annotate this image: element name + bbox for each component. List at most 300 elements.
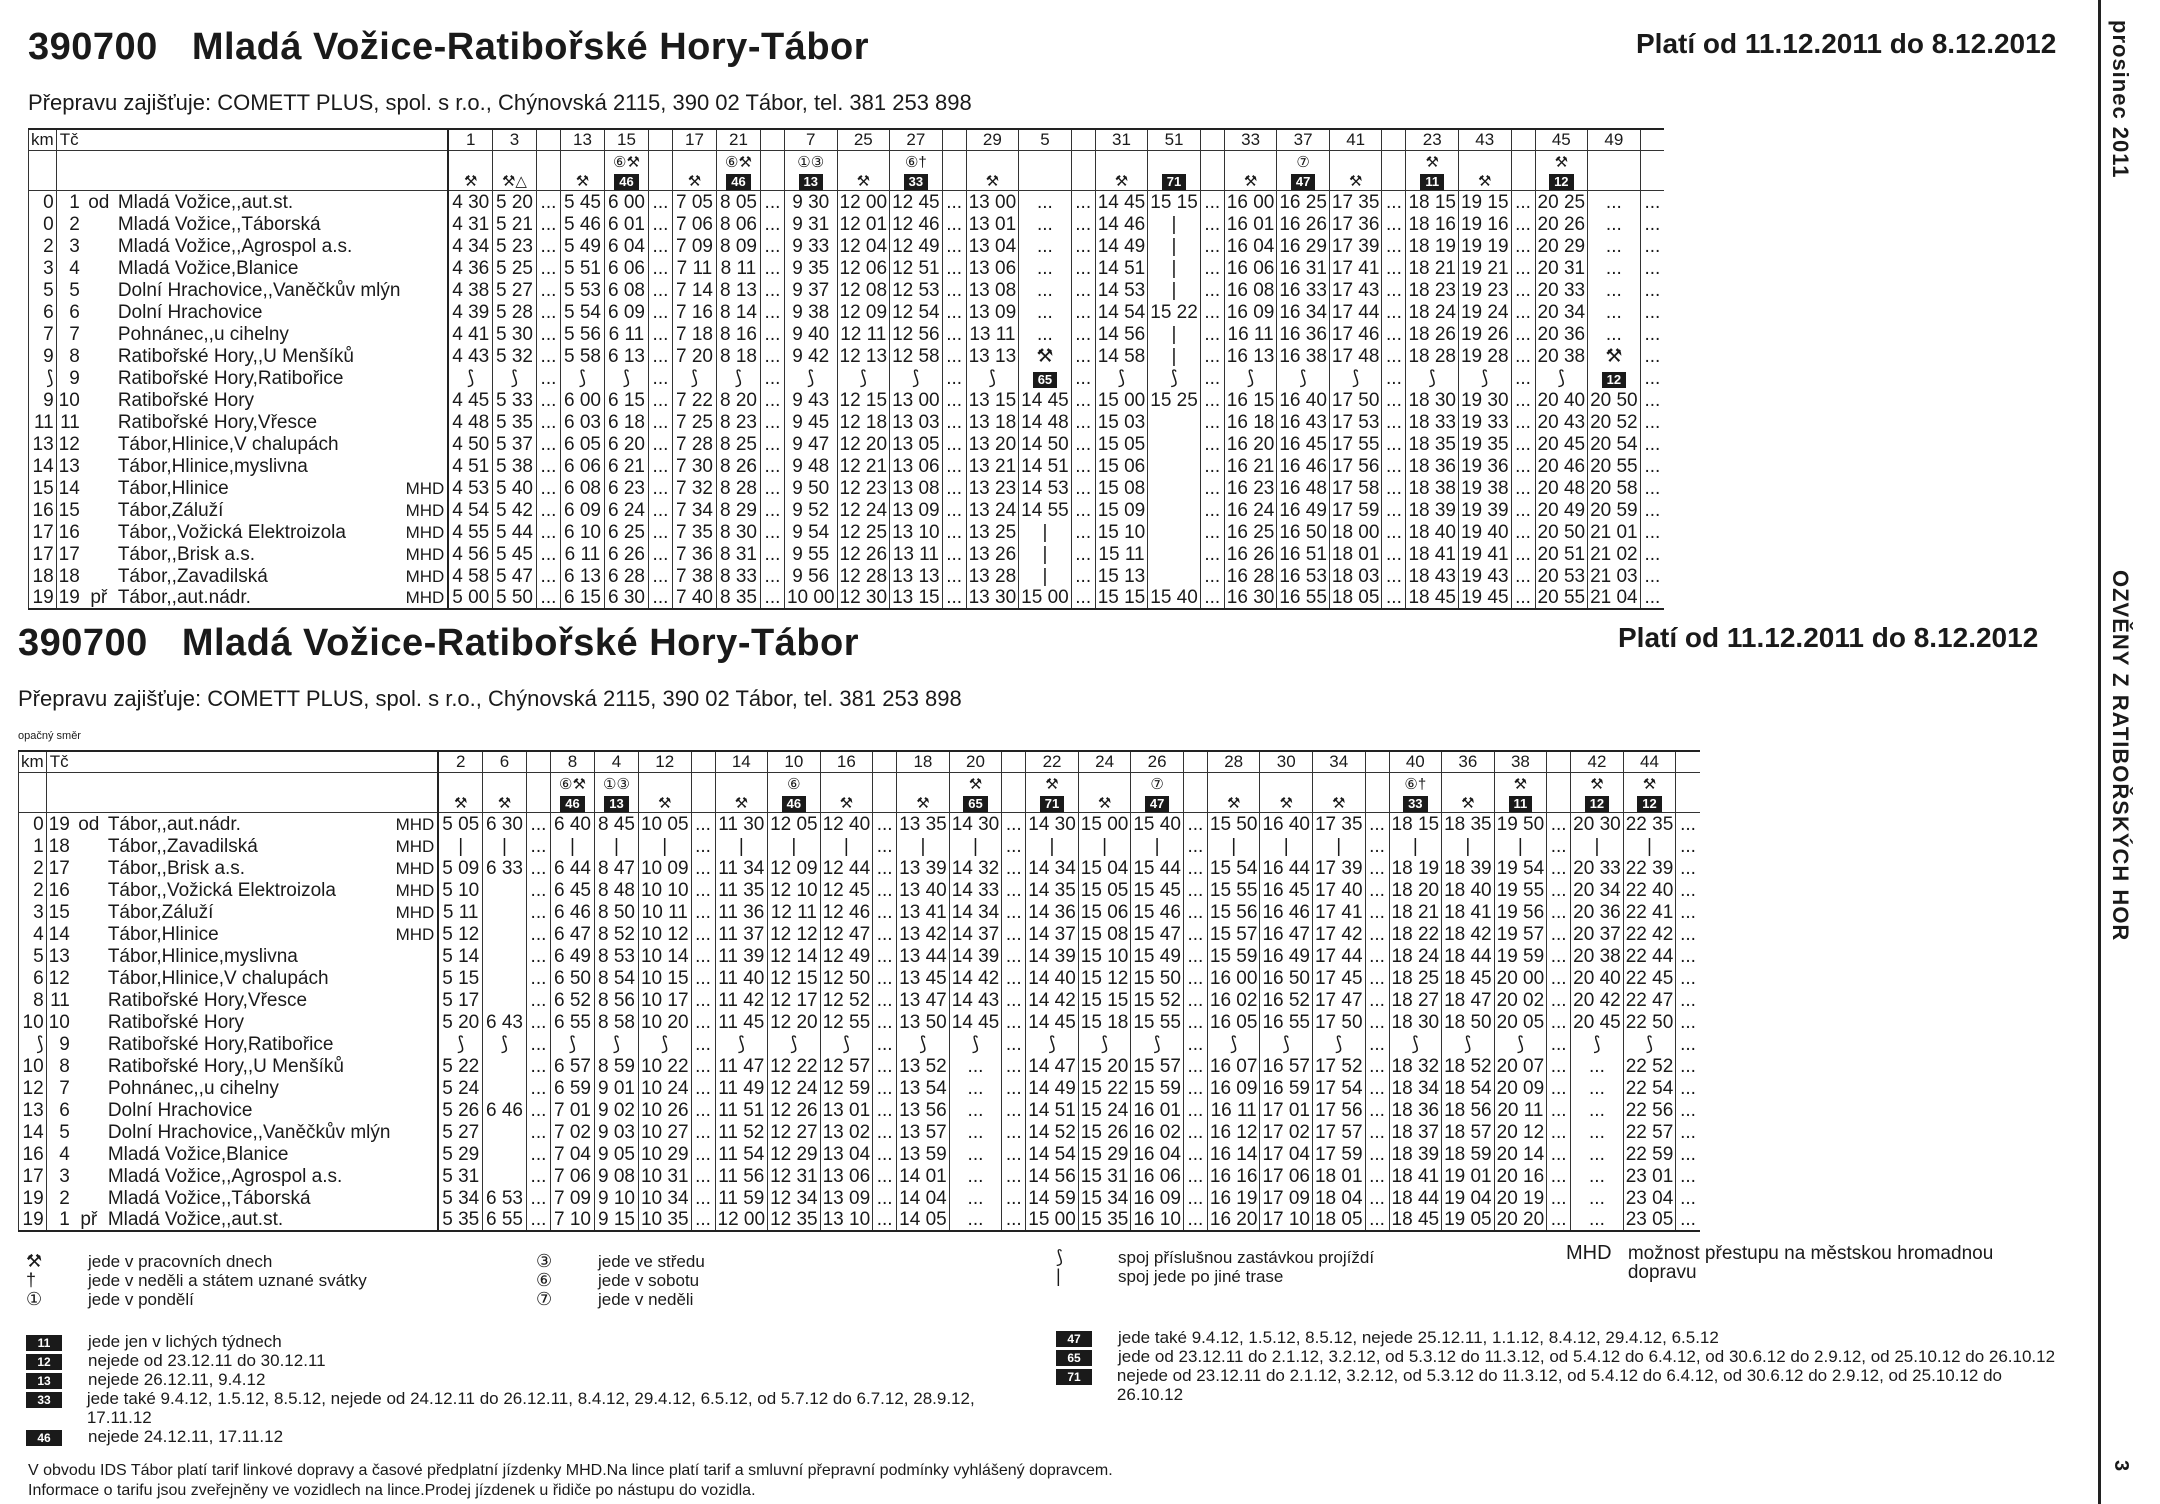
departure-time	[1148, 477, 1201, 499]
day-symbol: ⚒	[856, 173, 871, 190]
route-title-bottom	[18, 622, 859, 665]
departure-time: 12 40	[820, 813, 873, 835]
departure-time: ...	[648, 411, 672, 433]
departure-time: ...	[536, 191, 560, 213]
departure-time: 10 11	[638, 901, 691, 923]
departure-time: 20 42	[1571, 989, 1624, 1011]
departure-time: 13 06	[820, 1165, 873, 1187]
trip-number: 15	[604, 129, 648, 151]
departure-time: ...	[536, 543, 560, 565]
departure-time: 18 21	[1389, 901, 1442, 923]
departure-time: 17 59	[1312, 1143, 1365, 1165]
trip-day-code	[1458, 171, 1511, 191]
departure-time: 16 38	[1277, 345, 1330, 367]
trip-note: ①③	[594, 773, 638, 793]
departure-time: ⟆	[1312, 1033, 1365, 1055]
departure-time: 12 09	[768, 857, 821, 879]
departure-time: 13 09	[890, 499, 943, 521]
departure-time: ...	[691, 813, 715, 835]
departure-time: 13 13	[966, 345, 1019, 367]
departure-time: ...	[1640, 367, 1664, 389]
departure-time: |	[1442, 835, 1495, 857]
station-mark	[82, 433, 116, 455]
departure-time: 17 50	[1312, 1011, 1365, 1033]
departure-time: 13 04	[820, 1143, 873, 1165]
station-mark	[82, 345, 116, 367]
station-name: Ratibořské Hory	[117, 389, 255, 411]
departure-time	[482, 1143, 526, 1165]
departure-time: 14 56	[1095, 323, 1148, 345]
departure-time: ...	[1071, 565, 1095, 587]
departure-time: 13 59	[897, 1143, 950, 1165]
departure-time	[482, 1055, 526, 1077]
departure-time: 15 12	[1078, 967, 1131, 989]
station-name: Mladá Vožice,Blanice	[117, 257, 299, 279]
station-row	[29, 279, 1665, 301]
departure-time: ...	[1200, 323, 1224, 345]
departure-time: 9 02	[594, 1099, 638, 1121]
departure-time: 20 38	[1571, 945, 1624, 967]
departure-time: ...	[1365, 1209, 1389, 1231]
station-tc: 14	[56, 477, 82, 499]
departure-time: 6 30	[482, 813, 526, 835]
legend-item	[26, 1252, 526, 1271]
departure-time: 13 47	[897, 989, 950, 1011]
station-km: 19	[19, 1209, 47, 1231]
departure-time: 15 24	[1078, 1099, 1131, 1121]
departure-time: 12 20	[837, 433, 890, 455]
departure-time: 18 34	[1389, 1077, 1442, 1099]
departure-time: 12 46	[890, 213, 943, 235]
departure-time: 13 23	[966, 477, 1019, 499]
station-tc: 12	[56, 433, 82, 455]
departure-time: 13 40	[897, 879, 950, 901]
departure-time: ...	[760, 389, 784, 411]
departure-time: 18 41	[1406, 543, 1459, 565]
trip-number: 27	[890, 129, 943, 151]
departure-time: ...	[760, 587, 784, 609]
departure-time: 6 45	[550, 879, 594, 901]
departure-time: 5 37	[492, 433, 536, 455]
departure-time: 7 11	[672, 257, 716, 279]
departure-time: ...	[526, 1165, 550, 1187]
departure-time: 13 28	[966, 565, 1019, 587]
legend-item	[26, 1271, 526, 1290]
departure-time: 12 44	[820, 857, 873, 879]
departure-time: 12 58	[890, 345, 943, 367]
departure-time: ...	[1019, 301, 1072, 323]
departure-time: 16 46	[1260, 901, 1313, 923]
departure-time: 9 54	[784, 521, 837, 543]
trip-number	[536, 129, 560, 151]
departure-time: 5 27	[438, 1121, 482, 1143]
departure-time: 16 09	[1131, 1187, 1184, 1209]
station-mark	[72, 1143, 106, 1165]
departure-time: 14 49	[1026, 1077, 1079, 1099]
departure-time: 20 31	[1535, 257, 1588, 279]
departure-time: ...	[1511, 565, 1535, 587]
station-mhd	[402, 411, 448, 433]
departure-time: 10 20	[638, 1011, 691, 1033]
station-km: 17	[29, 521, 57, 543]
station-name: Pohnánec,,u cihelny	[117, 323, 289, 345]
departure-time: 13 08	[890, 477, 943, 499]
departure-time: ⟆	[1277, 367, 1330, 389]
departure-time: 14 55	[1019, 499, 1072, 521]
trip-day-code	[1329, 171, 1382, 191]
departure-time: 5 58	[560, 345, 604, 367]
legend-text: jede jen v lichých týdnech	[88, 1332, 282, 1351]
departure-time: ...	[942, 455, 966, 477]
departure-time: 16 12	[1207, 1121, 1260, 1143]
departure-time: ⟆	[550, 1033, 594, 1055]
departure-time: 8 18	[716, 345, 760, 367]
departure-time: 19 36	[1458, 455, 1511, 477]
departure-time: 12 53	[890, 279, 943, 301]
departure-time	[1148, 499, 1201, 521]
departure-time: ...	[942, 367, 966, 389]
departure-time: 16 16	[1207, 1165, 1260, 1187]
departure-time: 22 40	[1623, 879, 1676, 901]
trip-day-code	[942, 171, 966, 191]
departure-time: |	[1312, 835, 1365, 857]
departure-time: 8 23	[716, 411, 760, 433]
departure-time: 9 47	[784, 433, 837, 455]
station-name: Mladá Vožice,,Táborská	[117, 213, 321, 235]
departure-time: ...	[1183, 1187, 1207, 1209]
departure-time: 16 44	[1260, 857, 1313, 879]
departure-time: ⟆	[1224, 367, 1277, 389]
departure-time: 6 08	[560, 477, 604, 499]
departure-time: ...	[1382, 587, 1406, 609]
legend-text: nejede 26.12.11, 9.4.12	[88, 1370, 266, 1389]
departure-time: ⟆	[1571, 1033, 1624, 1055]
departure-time: 15 57	[1207, 923, 1260, 945]
departure-time: 13 06	[890, 455, 943, 477]
trip-note	[482, 773, 526, 793]
departure-time: ...	[873, 1209, 897, 1231]
departure-time: ...	[1071, 477, 1095, 499]
departure-time: 14 47	[1026, 1055, 1079, 1077]
trip-note: ⑥†	[890, 151, 943, 171]
departure-time: ...	[873, 1055, 897, 1077]
departure-time: ⚒	[1588, 345, 1641, 367]
departure-time: 7 09	[672, 235, 716, 257]
departure-time: ...	[1511, 543, 1535, 565]
departure-time: 9 30	[784, 191, 837, 213]
trip-day-code	[897, 793, 950, 813]
departure-time: ...	[1676, 857, 1700, 879]
departure-time: |	[638, 835, 691, 857]
station-mark	[82, 389, 116, 411]
departure-time: ...	[1200, 389, 1224, 411]
departure-time: 6 04	[604, 235, 648, 257]
departure-time	[482, 1165, 526, 1187]
departure-time: ⟆	[1442, 1033, 1495, 1055]
departure-time: ...	[1676, 989, 1700, 1011]
trip-note	[1442, 773, 1495, 793]
departure-time: 16 14	[1207, 1143, 1260, 1165]
station-name: Tábor,Záluží	[117, 499, 224, 521]
departure-time: ...	[648, 389, 672, 411]
departure-time: 6 09	[604, 301, 648, 323]
departure-time: |	[820, 835, 873, 857]
station-km: 19	[19, 1187, 47, 1209]
station-name: Tábor,Hlinice,V chalupách	[117, 433, 339, 455]
departure-time: 16 26	[1224, 543, 1277, 565]
departure-time: ...	[760, 213, 784, 235]
departure-time: ...	[536, 213, 560, 235]
departure-time: 6 20	[604, 433, 648, 455]
departure-time: ...	[1547, 1033, 1571, 1055]
station-row	[19, 1187, 1700, 1209]
station-tc: 8	[46, 1055, 72, 1077]
departure-time: 4 51	[448, 455, 492, 477]
trip-note	[1071, 151, 1095, 171]
departure-time: ...	[942, 235, 966, 257]
station-tc: 2	[56, 213, 82, 235]
departure-time: ⟆	[949, 1033, 1002, 1055]
departure-time: 13 00	[890, 389, 943, 411]
departure-time: 18 56	[1442, 1099, 1495, 1121]
trip-number: 33	[1224, 129, 1277, 151]
departure-time: 5 45	[560, 191, 604, 213]
departure-time: 18 27	[1389, 989, 1442, 1011]
departure-time: 20 36	[1571, 901, 1624, 923]
departure-time: 16 34	[1277, 301, 1330, 323]
departure-time: 16 30	[1224, 587, 1277, 609]
station-name: Mladá Vožice,,Táborská	[107, 1187, 311, 1209]
km-header: km	[29, 129, 57, 151]
departure-time: ...	[760, 301, 784, 323]
departure-time: 5 38	[492, 455, 536, 477]
trip-day-code	[438, 793, 482, 813]
departure-time: |	[1148, 345, 1201, 367]
departure-time: 18 23	[1406, 279, 1459, 301]
station-row	[29, 587, 1665, 609]
station-name: Ratibořské Hory,Vřesce	[107, 989, 308, 1011]
departure-time: 10 10	[638, 879, 691, 901]
departure-time: ...	[691, 1011, 715, 1033]
trip-number	[1071, 129, 1095, 151]
station-name: Tábor,Hlinice	[107, 923, 219, 945]
departure-time: 20 58	[1588, 477, 1641, 499]
departure-time: ...	[1640, 433, 1664, 455]
departure-time: 18 35	[1442, 813, 1495, 835]
departure-time: |	[715, 835, 768, 857]
station-tc: 5	[56, 279, 82, 301]
departure-time: 17 44	[1329, 301, 1382, 323]
departure-time: 5 09	[438, 857, 482, 879]
departure-time: 19 40	[1458, 521, 1511, 543]
restriction-code-badge: 13	[604, 796, 628, 812]
departure-time: ...	[691, 1209, 715, 1231]
departure-time: ...	[648, 587, 672, 609]
departure-time: 16 06	[1131, 1165, 1184, 1187]
departure-time: 11 56	[715, 1165, 768, 1187]
station-km: 2	[19, 857, 47, 879]
station-mark	[82, 367, 116, 389]
station-mark	[82, 477, 116, 499]
trip-note	[897, 773, 950, 793]
departure-time: 5 32	[492, 345, 536, 367]
station-tc: 18	[46, 835, 72, 857]
departure-time: ...	[942, 389, 966, 411]
departure-time: 15 15	[1148, 191, 1201, 213]
departure-time: 14 01	[897, 1165, 950, 1187]
departure-time: 8 20	[716, 389, 760, 411]
departure-time: ...	[760, 235, 784, 257]
station-mark: př	[82, 587, 116, 609]
legend-mhd	[1566, 1244, 2016, 1282]
station-row	[29, 389, 1665, 411]
departure-time: 15 05	[1095, 433, 1148, 455]
legend-symbol: †	[26, 1270, 37, 1290]
departure-time: 20 02	[1494, 989, 1547, 1011]
day-symbol: ⚒	[1348, 173, 1363, 190]
station-tc: 1	[46, 1209, 72, 1231]
departure-time: 7 06	[672, 213, 716, 235]
station-km: 14	[29, 455, 57, 477]
station-row	[19, 989, 1700, 1011]
departure-time: ...	[1382, 521, 1406, 543]
station-row	[29, 367, 1665, 389]
station-name: Dolní Hrachovice,,Vaněčkův mlýn	[117, 279, 401, 301]
departure-time: ⟆	[890, 367, 943, 389]
station-name: Ratibořské Hory,,U Menšíků	[107, 1055, 344, 1077]
departure-time: 13 03	[890, 411, 943, 433]
departure-time: 15 15	[1095, 587, 1148, 609]
departure-time: ...	[691, 1033, 715, 1055]
station-tc: 6	[46, 1099, 72, 1121]
trip-note	[1207, 773, 1260, 793]
departure-time: ...	[1511, 191, 1535, 213]
departure-time: 10 24	[638, 1077, 691, 1099]
station-km: 9	[29, 345, 57, 367]
station-row	[29, 235, 1665, 257]
departure-time: 16 01	[1131, 1099, 1184, 1121]
departure-time: ...	[1511, 345, 1535, 367]
departure-time: ...	[1365, 1099, 1389, 1121]
departure-time: ...	[942, 587, 966, 609]
departure-time: 18 24	[1389, 945, 1442, 967]
trip-day-code	[1026, 793, 1079, 813]
station-tc: 19	[46, 813, 72, 835]
departure-time: ...	[1200, 587, 1224, 609]
departure-time: ...	[1183, 901, 1207, 923]
departure-time: 18 22	[1389, 923, 1442, 945]
departure-time: 12 55	[820, 1011, 873, 1033]
departure-time: 11 52	[715, 1121, 768, 1143]
departure-time: 13 21	[966, 455, 1019, 477]
departure-time: 6 46	[550, 901, 594, 923]
trip-day-code	[1200, 171, 1224, 191]
departure-time: ⟆	[594, 1033, 638, 1055]
departure-time: 20 50	[1535, 521, 1588, 543]
station-tc: 15	[46, 901, 72, 923]
departure-time: 12 11	[837, 323, 890, 345]
station-row	[29, 213, 1665, 235]
departure-time: 14 48	[1019, 411, 1072, 433]
departure-time: 10 27	[638, 1121, 691, 1143]
trip-day-code	[648, 171, 672, 191]
departure-time: 20 52	[1588, 411, 1641, 433]
departure-time: 14 49	[1095, 235, 1148, 257]
departure-time: ...	[526, 813, 550, 835]
departure-time: 15 44	[1131, 857, 1184, 879]
departure-time: 13 35	[897, 813, 950, 835]
station-mhd	[392, 1121, 438, 1143]
restriction-code-badge: 11	[1420, 174, 1444, 190]
departure-time: 8 13	[716, 279, 760, 301]
departure-time: 16 40	[1277, 389, 1330, 411]
trip-number: 22	[1026, 751, 1079, 773]
departure-time: 16 49	[1260, 945, 1313, 967]
carrier-bottom: Přepravu zajišťuje: COMETT PLUS, spol. s r.o., Chýnovská 2115, 390 02 Tábor, tel. 381 253 898	[18, 686, 962, 711]
departure-time: 8 33	[716, 565, 760, 587]
departure-time: 16 02	[1131, 1121, 1184, 1143]
trip-note	[1365, 773, 1389, 793]
departure-time: ...	[1200, 411, 1224, 433]
departure-time: 5 49	[560, 235, 604, 257]
departure-time: 16 04	[1224, 235, 1277, 257]
departure-time: 17 59	[1329, 499, 1382, 521]
footer-line-2: Informace o tarifu jsou zveřejněny ve vozidlech na lince.Prodej jízdenek u řidiče po nástupu do vozidla.	[28, 1482, 756, 1499]
page-sidebar	[2098, 0, 2158, 1504]
station-mhd: MHD	[395, 858, 435, 878]
departure-time: 5 14	[438, 945, 482, 967]
station-km: 17	[29, 543, 57, 565]
departure-time: ...	[1547, 1143, 1571, 1165]
station-mhd: MHD	[405, 566, 445, 586]
departure-time: ...	[1002, 835, 1026, 857]
departure-time: ...	[942, 345, 966, 367]
station-mhd	[392, 1143, 438, 1165]
departure-time: ...	[526, 1055, 550, 1077]
station-name: Dolní Hrachovice	[107, 1099, 253, 1121]
departure-time: ...	[1002, 989, 1026, 1011]
station-mhd	[392, 1011, 438, 1033]
departure-time: 14 50	[1019, 433, 1072, 455]
departure-time: 5 47	[492, 565, 536, 587]
trip-day-code	[715, 793, 768, 813]
departure-time: 16 29	[1277, 235, 1330, 257]
departure-time: ...	[648, 565, 672, 587]
station-tc: 5	[46, 1121, 72, 1143]
departure-time: 18 45	[1389, 1209, 1442, 1231]
departure-time: 20 05	[1494, 1011, 1547, 1033]
departure-time: ...	[760, 191, 784, 213]
departure-time: ...	[1382, 301, 1406, 323]
departure-time: 15 09	[1095, 499, 1148, 521]
trip-day-code	[1365, 793, 1389, 813]
departure-time: 18 41	[1389, 1165, 1442, 1187]
departure-time: 6 46	[482, 1099, 526, 1121]
departure-time: ...	[1382, 455, 1406, 477]
departure-time: ...	[760, 433, 784, 455]
trip-number: 12	[638, 751, 691, 773]
departure-time: 6 25	[604, 521, 648, 543]
departure-time: 17 58	[1329, 477, 1382, 499]
departure-time: ...	[1002, 901, 1026, 923]
departure-time: 19 56	[1494, 901, 1547, 923]
carrier-top: Přepravu zajišťuje: COMETT PLUS, spol. s r.o., Chýnovská 2115, 390 02 Tábor, tel. 381 253 898	[28, 90, 972, 115]
departure-time: 5 31	[438, 1165, 482, 1187]
station-km: 10	[19, 1011, 47, 1033]
trip-day-code	[1588, 171, 1641, 191]
departure-time: ...	[1002, 1011, 1026, 1033]
departure-time: 15 52	[1131, 989, 1184, 1011]
